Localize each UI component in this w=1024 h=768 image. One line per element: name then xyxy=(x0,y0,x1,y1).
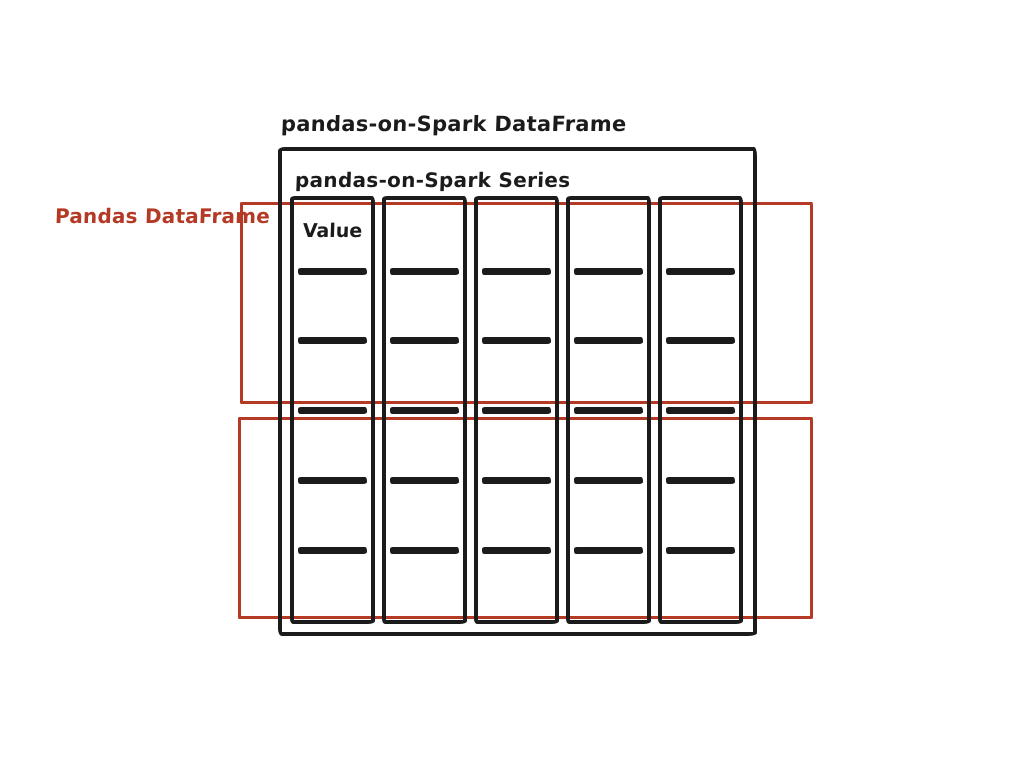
series-column-1 xyxy=(290,196,375,624)
series-column-5 xyxy=(658,196,743,624)
row-value-dash xyxy=(482,337,551,344)
pandas-dataframe-label: Pandas DataFrame xyxy=(54,204,271,228)
row-value-dash xyxy=(666,547,735,554)
spark-series-label: pandas-on-Spark Series xyxy=(294,168,571,192)
row-value-dash xyxy=(666,407,735,414)
row-value-dash xyxy=(298,407,367,414)
series-column-2 xyxy=(382,196,467,624)
series-columns xyxy=(290,196,743,624)
row-value-dash xyxy=(574,268,643,275)
row-value-dash xyxy=(574,477,643,484)
row-value-dash xyxy=(666,477,735,484)
row-value-dash xyxy=(482,268,551,275)
row-value-dash xyxy=(666,268,735,275)
value-column-header: Value xyxy=(302,220,363,242)
row-value-dash xyxy=(298,477,367,484)
row-value-dash xyxy=(574,407,643,414)
row-value-dash xyxy=(390,407,459,414)
row-value-dash xyxy=(390,547,459,554)
row-value-dash xyxy=(298,547,367,554)
row-value-dash xyxy=(390,477,459,484)
row-value-dash xyxy=(298,268,367,275)
series-column-3 xyxy=(474,196,559,624)
row-value-dash xyxy=(574,337,643,344)
row-value-dash xyxy=(574,547,643,554)
row-value-dash xyxy=(390,268,459,275)
row-value-dash xyxy=(298,337,367,344)
row-value-dash xyxy=(482,547,551,554)
row-value-dash xyxy=(666,337,735,344)
spark-dataframe-title: pandas-on-Spark DataFrame xyxy=(280,112,628,136)
row-value-dash xyxy=(390,337,459,344)
row-value-dash xyxy=(482,477,551,484)
series-column-4 xyxy=(566,196,651,624)
row-value-dash xyxy=(482,407,551,414)
